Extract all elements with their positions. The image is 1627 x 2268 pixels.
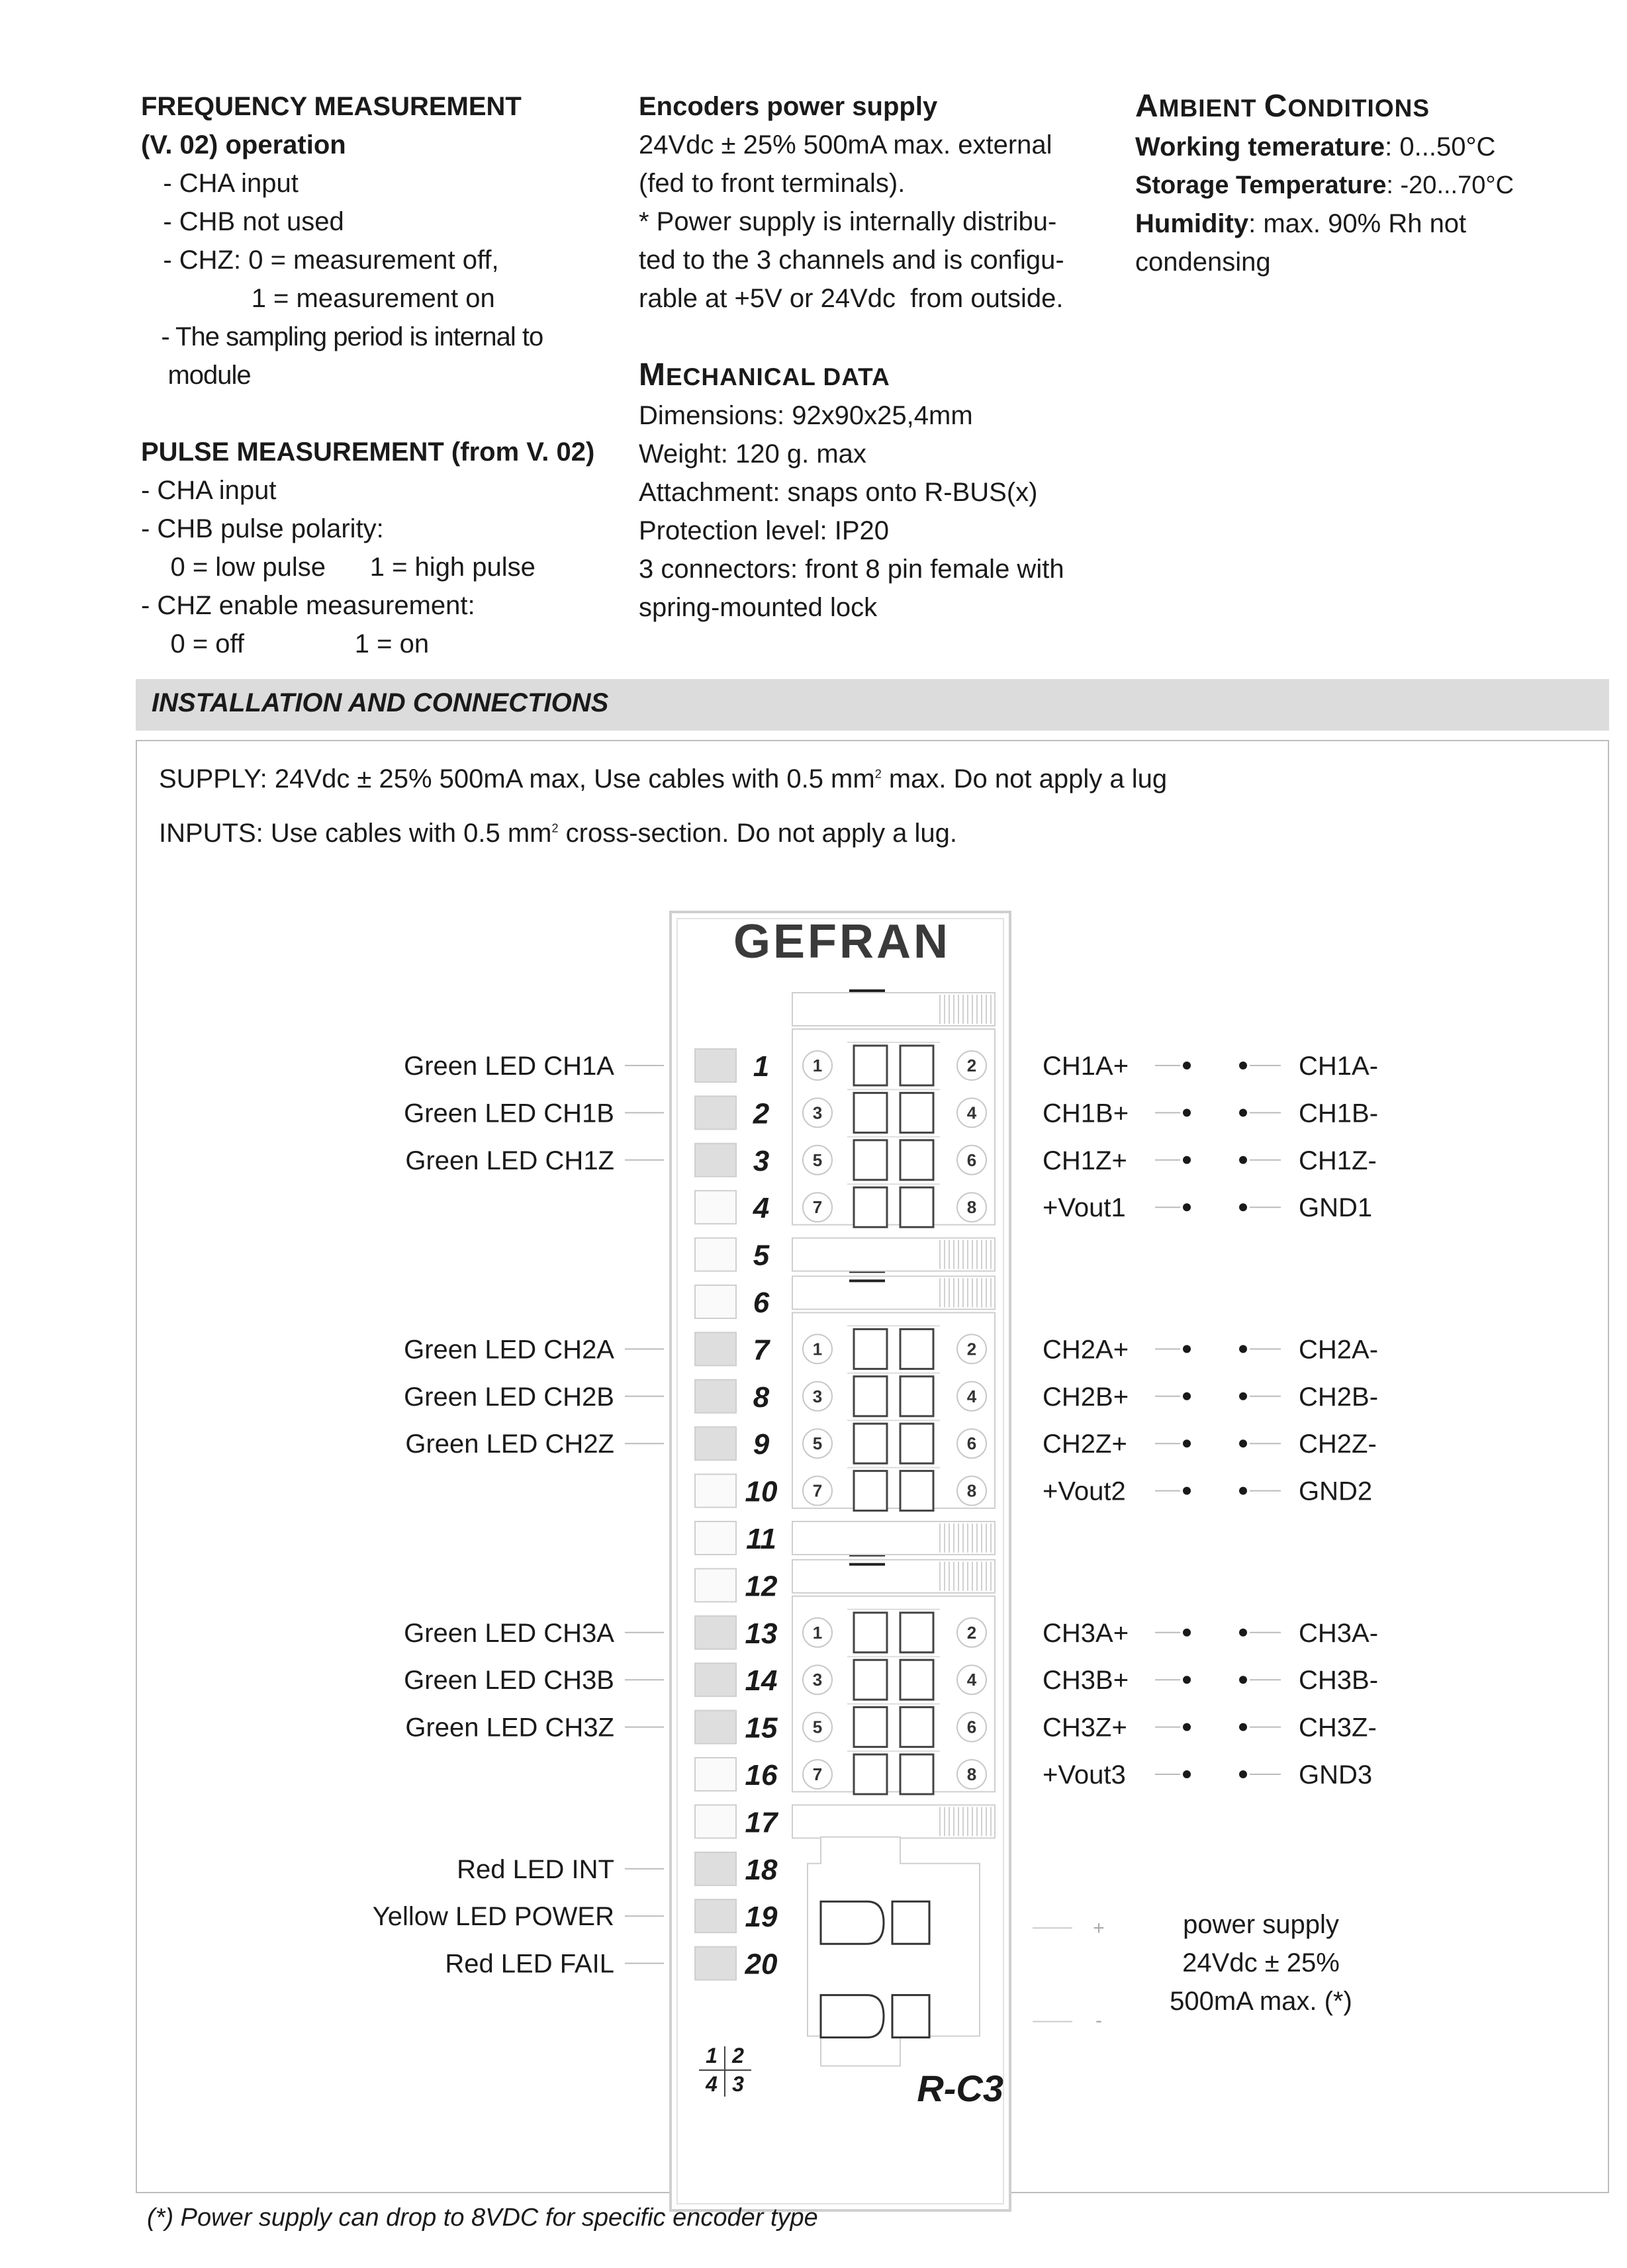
pin-number: 3 [812, 1670, 823, 1690]
terminal-label: CH2B- [1299, 1382, 1379, 1412]
wire-dot [1239, 1770, 1247, 1778]
row-number: 9 [753, 1428, 770, 1461]
minus-sign: - [1095, 2009, 1102, 2032]
pin-number: 8 [966, 1764, 977, 1784]
row-number: 3 [753, 1144, 770, 1177]
led-indicator [695, 1568, 736, 1602]
wire-dot [1183, 1723, 1191, 1731]
led-indicator [695, 1096, 736, 1129]
terminal-label: CH2B+ [1043, 1382, 1129, 1412]
terminal-label: CH3Z- [1299, 1713, 1377, 1743]
row-number: 16 [745, 1759, 778, 1792]
connector-strip [792, 1238, 995, 1271]
terminal-label: +Vout2 [1043, 1476, 1126, 1506]
row-number: 17 [745, 1806, 778, 1839]
led-indicator [695, 1332, 736, 1365]
power-terminal [821, 1901, 884, 1944]
pin-number: 1 [812, 1622, 823, 1643]
pulse-line: 0 = off 1 = on [141, 629, 430, 658]
terminal-label: CH1Z- [1299, 1146, 1377, 1175]
led-indicator [695, 1380, 736, 1413]
pin-number: 5 [812, 1433, 823, 1454]
connector-strip [792, 1276, 995, 1309]
pin-number: 7 [812, 1480, 823, 1501]
wire-dot [1239, 1345, 1247, 1353]
terminal-label: GND2 [1299, 1476, 1373, 1506]
led-indicator [695, 1758, 736, 1791]
encoders-line: 24Vdc ± 25% 500mA max. external [639, 130, 1052, 159]
terminal-slot [854, 1707, 887, 1747]
connector-strip [792, 1805, 995, 1838]
row-number: 2 [753, 1097, 770, 1130]
terminal-label: CH2Z- [1299, 1429, 1377, 1459]
led-indicator [695, 1144, 736, 1177]
pin-number: 8 [966, 1197, 977, 1218]
terminal-slot [900, 1329, 933, 1369]
terminal-label: +Vout3 [1043, 1760, 1126, 1790]
terminal-slot [854, 1329, 887, 1369]
row-number: 13 [745, 1617, 778, 1650]
terminal-label: CH2Z+ [1043, 1429, 1127, 1459]
terminal-slot [854, 1187, 887, 1227]
wire-dot [1183, 1487, 1191, 1495]
terminal-slot [900, 1424, 933, 1463]
led-indicator [695, 1616, 736, 1649]
led-indicator [695, 1663, 736, 1696]
terminal-slot [900, 1660, 933, 1700]
terminal-slot [900, 1754, 933, 1794]
led-label: Red LED FAIL [445, 1949, 614, 1979]
terminal-label: CH3A- [1299, 1618, 1379, 1648]
led-indicator [695, 1852, 736, 1885]
led-label: Red LED INT [457, 1854, 614, 1884]
power-slot [892, 1995, 929, 2038]
wire-dot [1239, 1392, 1247, 1400]
led-indicator [695, 1191, 736, 1224]
brand-logo: GEFRAN [733, 915, 951, 968]
power-slot [892, 1901, 929, 1944]
pin-number: 3 [812, 1386, 823, 1406]
terminal-slot [900, 1707, 933, 1747]
mech-line: Dimensions: 92x90x25,4mm [639, 401, 973, 430]
encoders-line: * Power supply is internally distribu- [639, 207, 1057, 236]
pin-number: 6 [966, 1717, 977, 1737]
terminal-label: CH1A+ [1043, 1052, 1129, 1081]
pin-key: 4 [706, 2072, 718, 2096]
wire-dot [1239, 1156, 1247, 1164]
inputs-note: INPUTS: Use cables with 0.5 $mm^2$ cross-section. Do not apply a lug. [159, 819, 958, 848]
led-indicator [695, 1947, 736, 1980]
wire-dot [1183, 1109, 1191, 1116]
pin-number: 6 [966, 1433, 977, 1454]
row-number: 4 [753, 1192, 770, 1225]
led-label: Green LED CH2A [404, 1335, 614, 1365]
row-number: 12 [745, 1570, 778, 1603]
wire-dot [1183, 1062, 1191, 1069]
wire-dot [1183, 1676, 1191, 1684]
freq-line: 1 = measurement on [141, 284, 495, 313]
wire-dot [1239, 1203, 1247, 1211]
row-number: 11 [746, 1523, 776, 1555]
led-label: Green LED CH2B [404, 1382, 614, 1412]
plus-sign: + [1093, 1917, 1105, 1940]
led-label: Green LED CH1A [404, 1052, 614, 1081]
wire-dot [1183, 1629, 1191, 1637]
supply-note: SUPPLY: 24Vdc ± 25% 500mA max, Use cables with 0.5 $mm^2$ max. Do not apply a lug [159, 764, 1168, 794]
freq-subtitle: (V. 02) operation [141, 130, 346, 159]
row-number: 1 [753, 1050, 770, 1083]
terminal-label: CH2A- [1299, 1335, 1379, 1365]
row-number: 15 [745, 1711, 778, 1745]
pin-number: 5 [812, 1717, 823, 1737]
wire-dot [1239, 1062, 1247, 1069]
wire-dot [1183, 1156, 1191, 1164]
working-temp: Working temerature: 0...50°C [1135, 132, 1496, 161]
freq-line: module [141, 361, 251, 390]
humidity-cont: condensing [1135, 248, 1271, 277]
row-number: 7 [753, 1334, 770, 1367]
led-label: Green LED CH3Z [405, 1713, 614, 1743]
pin-number: 5 [812, 1150, 823, 1170]
pin-number: 1 [812, 1056, 823, 1075]
pin-number: 7 [812, 1197, 823, 1218]
terminal-slot [854, 1140, 887, 1180]
wire-dot [1239, 1439, 1247, 1447]
pin-number: 2 [966, 1339, 977, 1359]
wire-dot [1239, 1109, 1247, 1116]
connector-strip [792, 993, 995, 1026]
mech-line: Protection level: IP20 [639, 516, 889, 545]
led-indicator [695, 1285, 736, 1318]
row-number: 14 [745, 1664, 778, 1698]
terminal-slot [900, 1140, 933, 1180]
encoders-title: Encoders power supply [639, 92, 938, 121]
wire-dot [1183, 1392, 1191, 1400]
led-label: Green LED CH3B [404, 1666, 614, 1696]
row-number: 8 [753, 1381, 770, 1414]
pin-key: 2 [732, 2044, 744, 2067]
terminal-label: CH1Z+ [1043, 1146, 1127, 1175]
storage-temp: Storage Temperature: -20...70°C [1135, 171, 1514, 199]
terminal-label: CH3A+ [1043, 1618, 1129, 1648]
terminal-slot [900, 1046, 933, 1085]
power-supply-label: 24Vdc ± 25% [1182, 1948, 1340, 1978]
power-supply-label: power supply [1183, 1910, 1339, 1940]
connector-strip [792, 1560, 995, 1593]
terminal-label: CH1B- [1299, 1099, 1379, 1128]
led-label: Yellow LED POWER [372, 1902, 614, 1932]
mechanical-title: MECHANICAL DATA [639, 357, 890, 392]
connector-strip [792, 1521, 995, 1555]
pulse-line: 0 = low pulse 1 = high pulse [141, 553, 535, 582]
freq-title: FREQUENCY MEASUREMENT [141, 92, 522, 121]
power-supply-label: 500mA max. (*) [1170, 1987, 1352, 2017]
led-indicator [695, 1805, 736, 1838]
pin-key: 1 [706, 2044, 718, 2067]
terminal-slot [900, 1187, 933, 1227]
terminal-slot [900, 1613, 933, 1653]
led-indicator [695, 1899, 736, 1932]
terminal-label: CH3B- [1299, 1666, 1379, 1696]
led-indicator [695, 1711, 736, 1744]
terminal-label: +Vout1 [1043, 1193, 1126, 1223]
ambient-title: AMBIENT CONDITIONS [1135, 89, 1430, 124]
pin-number: 6 [966, 1150, 977, 1170]
led-indicator [695, 1238, 736, 1271]
terminal-label: CH1A- [1299, 1052, 1379, 1081]
terminal-label: CH3Z+ [1043, 1713, 1127, 1743]
pulse-line: - CHB pulse polarity: [141, 514, 384, 543]
terminal-slot [900, 1093, 933, 1132]
wire-dot [1239, 1676, 1247, 1684]
row-number: 10 [745, 1475, 778, 1508]
terminal-slot [854, 1754, 887, 1794]
terminal-slot [900, 1471, 933, 1511]
led-indicator [695, 1427, 736, 1460]
mech-line: spring-mounted lock [639, 593, 878, 622]
terminal-slot [854, 1046, 887, 1085]
mech-line: 3 connectors: front 8 pin female with [639, 555, 1064, 584]
pulse-line: - CHA input [141, 476, 277, 505]
led-label: Green LED CH1B [404, 1099, 614, 1128]
pin-number: 2 [966, 1056, 977, 1075]
section-title: INSTALLATION AND CONNECTIONS [152, 688, 609, 717]
terminal-label: CH3B+ [1043, 1666, 1129, 1696]
led-indicator [695, 1521, 736, 1555]
pulse-line: - CHZ enable measurement: [141, 591, 475, 620]
humidity: Humidity: max. 90% Rh not [1135, 209, 1467, 238]
terminal-label: GND1 [1299, 1193, 1373, 1223]
terminal-slot [900, 1377, 933, 1416]
wire-dot [1183, 1770, 1191, 1778]
freq-line: - CHB not used [141, 207, 344, 236]
wire-dot [1183, 1345, 1191, 1353]
mech-line: Attachment: snaps onto R-BUS(x) [639, 478, 1038, 507]
row-number: 6 [753, 1287, 770, 1319]
terminal-label: CH2A+ [1043, 1335, 1129, 1365]
freq-line: - CHA input [141, 169, 299, 198]
encoders-line: ted to the 3 channels and is configu- [639, 246, 1064, 275]
terminal-slot [854, 1377, 887, 1416]
pin-key: 3 [732, 2072, 744, 2096]
mech-line: Weight: 120 g. max [639, 439, 866, 469]
terminal-slot [854, 1424, 887, 1463]
led-indicator [695, 1474, 736, 1508]
pin-number: 3 [812, 1103, 823, 1123]
terminal-label: CH1B+ [1043, 1099, 1129, 1128]
model-name: R-C3 [917, 2067, 1003, 2109]
freq-line: - The sampling period is internal to [141, 322, 543, 351]
power-terminal [821, 1995, 884, 2038]
pin-number: 4 [966, 1103, 977, 1123]
freq-line: - CHZ: 0 = measurement off, [141, 246, 499, 275]
wire-dot [1239, 1487, 1247, 1495]
row-number: 20 [745, 1948, 778, 1981]
pin-number: 4 [966, 1670, 977, 1690]
wire-dot [1183, 1203, 1191, 1211]
footnote: (*) Power supply can drop to 8VDC for specific encoder type [147, 2204, 818, 2232]
terminal-label: GND3 [1299, 1760, 1373, 1790]
encoders-line: (fed to front terminals). [639, 169, 906, 198]
led-indicator [695, 1049, 736, 1082]
pin-number: 8 [966, 1480, 977, 1501]
led-label: Green LED CH3A [404, 1618, 614, 1648]
led-label: Green LED CH2Z [405, 1429, 614, 1459]
terminal-slot [854, 1471, 887, 1511]
pin-number: 1 [812, 1339, 823, 1359]
led-label: Green LED CH1Z [405, 1146, 614, 1175]
terminal-slot [854, 1613, 887, 1653]
pulse-title: PULSE MEASUREMENT (from V. 02) [141, 437, 595, 467]
pin-number: 7 [812, 1764, 823, 1784]
wire-dot [1239, 1723, 1247, 1731]
pin-number: 4 [966, 1386, 977, 1406]
terminal-slot [854, 1093, 887, 1132]
row-number: 18 [745, 1853, 778, 1886]
wire-dot [1183, 1439, 1191, 1447]
terminal-slot [854, 1660, 887, 1700]
encoders-line: rable at +5V or 24Vdc from outside. [639, 284, 1064, 313]
pin-number: 2 [966, 1622, 977, 1643]
row-number: 19 [745, 1901, 778, 1934]
wire-dot [1239, 1629, 1247, 1637]
row-number: 5 [753, 1239, 770, 1272]
